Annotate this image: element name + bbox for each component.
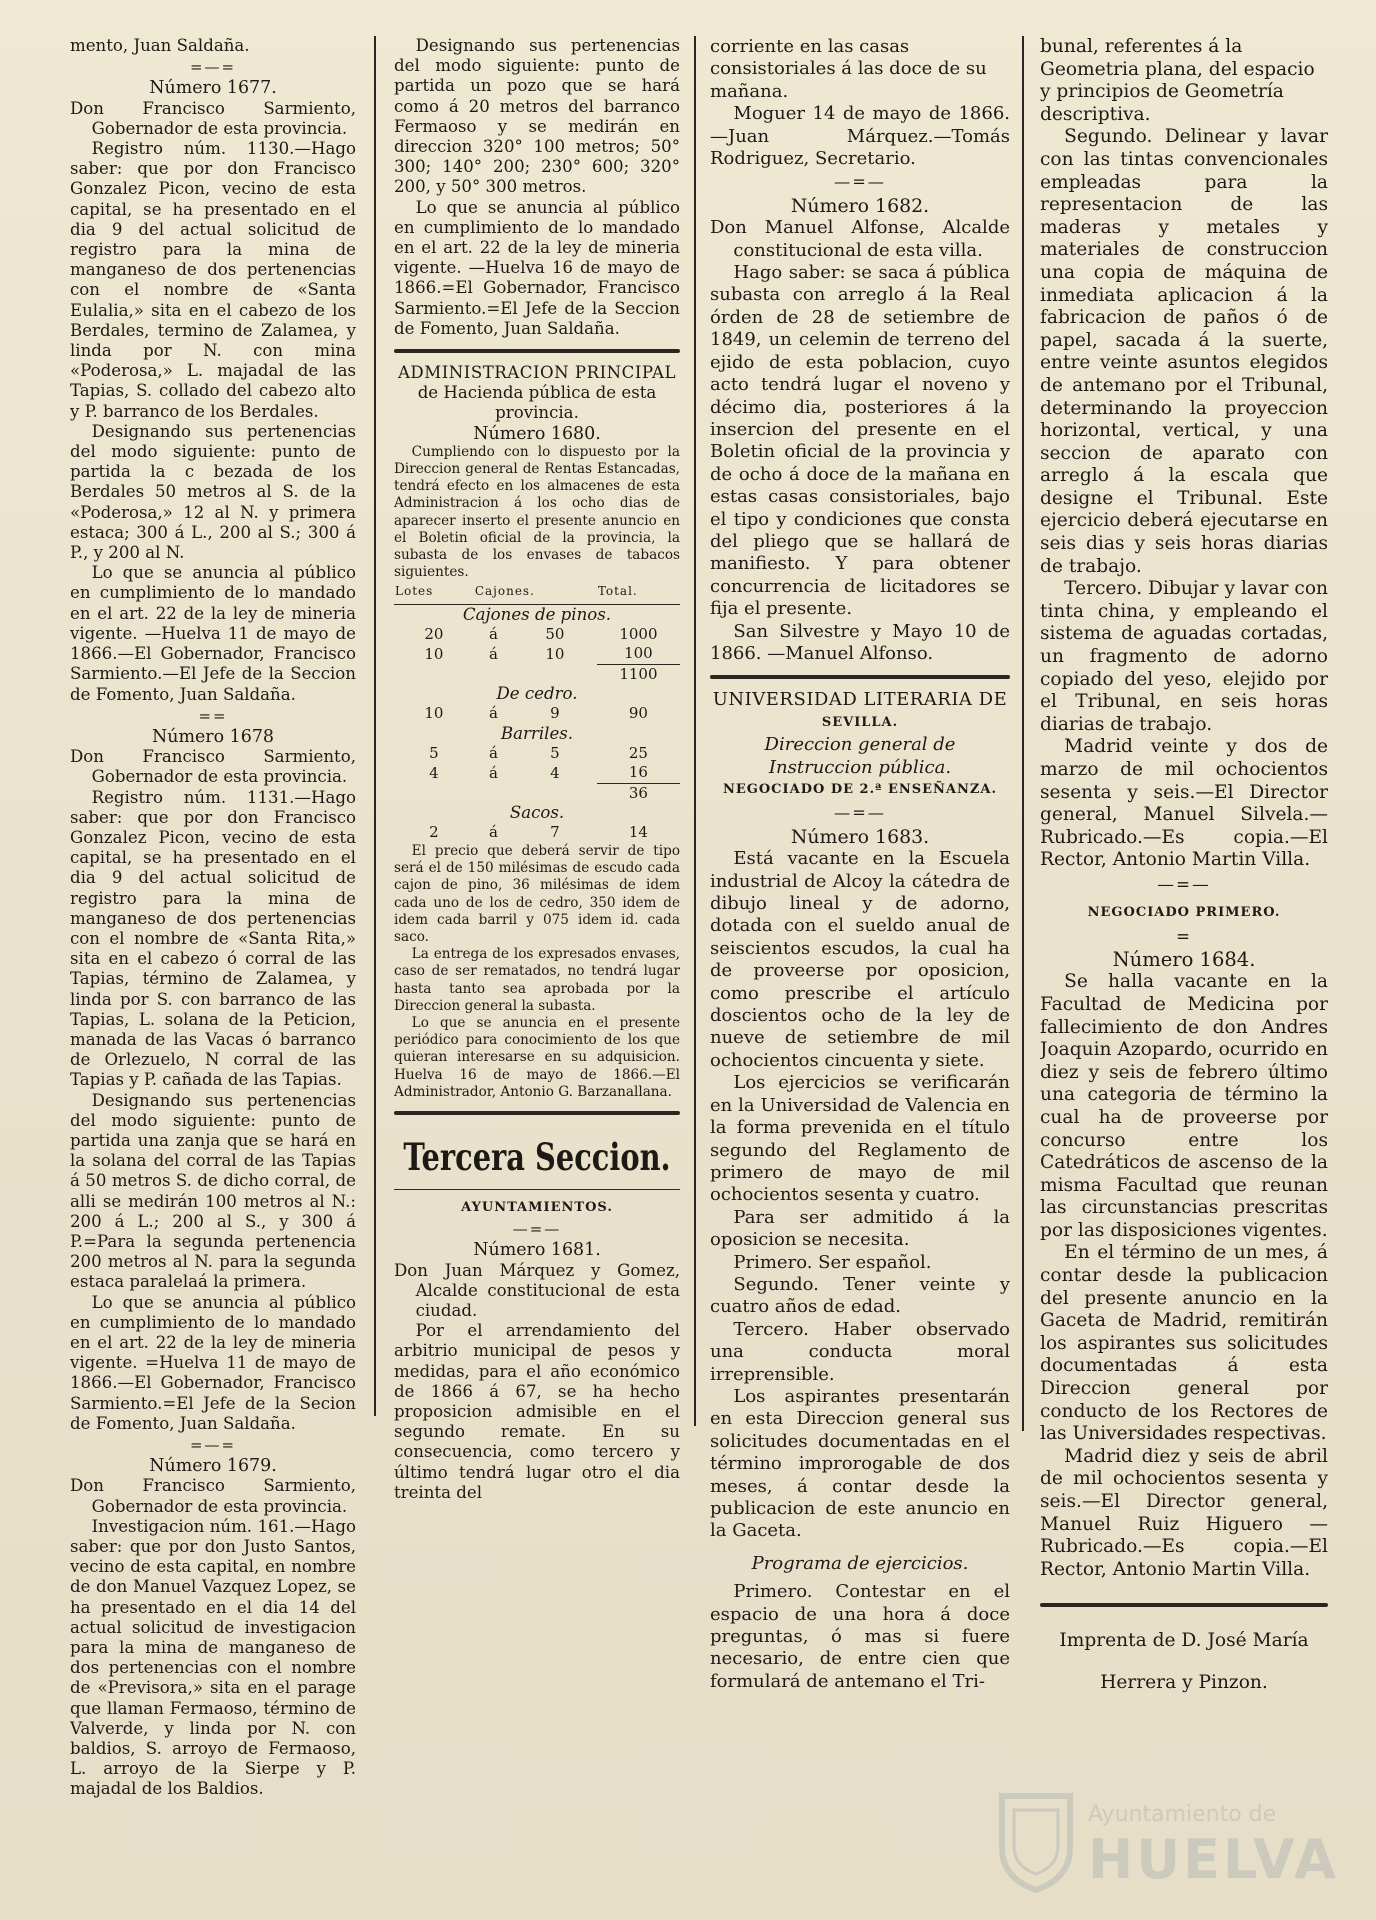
paragraph: Lo que se anuncia al público en cumplimiento de lo mandado en el art. 22 de la ley de mineria vigente. —Huelva 16 de mayo de 1866.=El Gobernador, Francisco Sarmiento.=El Jefe de la Seccion de Fomento, Juan Saldaña. (394, 197, 680, 338)
notice-1683 (710, 689, 1010, 1693)
paragraph: Segundo. Delinear y lavar con las tintas convencionales empleadas para la representacion de las maderas y metales y materiales de construccion una copia de máquina de inmediata aplicacion á la fabricacion de paños ó de papel, sacada á la suerte, entre veinte asuntos elegidos de antemano por el Tribunal, determinando la proyeccion horizontal, vertical, y una seccion de aparato con arreglo á la escala que designe el Tribunal. Este ejercicio deberá ejecutarse en seis dias y seis horas diarias de trabajo. (1040, 126, 1328, 577)
paragraph: Madrid veinte y dos de marzo de mil ochocientos sesenta y seis.—El Director general, Manuel Silvela.—Rubricado.—Es copia.—El Rector, Antonio Martin Villa. (1040, 736, 1328, 871)
table-cell: 10 (424, 644, 444, 663)
paragraph: Designando sus pertenencias del modo siguiente: punto de partida la c bezada de los Berdales 50 metros al S. de la «Poderosa,» 12 al N. y primera estaca; 300 á L., 200 al S.; 300 á P., y 200 al N. (70, 421, 356, 563)
section-divider (394, 349, 680, 353)
section-heading: ADMINISTRACION PRINCIPAL (397, 363, 677, 383)
paragraph: bunal, referentes á la Geometria plana, del espacio y principios de Geometría descriptiva. (1040, 36, 1315, 125)
paragraph: Primero. Contestar en el espacio de una hora á doce preguntas, ó mas si fuere necesario, de entre cien que formulará de antemano el Tri- (710, 1581, 1010, 1692)
table-category: De cedro. (496, 684, 578, 704)
table-cell: á (488, 704, 498, 723)
separator: = (1175, 926, 1193, 947)
paragraph: Madrid diez y seis de abril de mil ochocientos sesenta y seis.—El Director general, Manuel Ruiz Higuero —Rubricado.—Es copia.—El Rector, Antonio Martin Villa. (1040, 1445, 1328, 1580)
table-header: Lotes (394, 581, 474, 604)
separator: —=— (512, 1220, 562, 1239)
negociado-name: NEGOCIADO DE 2.ª ENSEÑANZA. (722, 782, 998, 797)
table-row (394, 644, 680, 664)
notice-body (710, 848, 1010, 1543)
table-cell: 16 (628, 763, 648, 782)
section-subtitle: AYUNTAMIENTOS. (461, 1200, 613, 1216)
notice-number: Número 1684. (1112, 947, 1256, 971)
table-cell: á (488, 763, 498, 782)
table-cell: 90 (628, 704, 648, 723)
table-cell: á (488, 823, 498, 842)
city-name: SEVILLA. (821, 714, 899, 730)
paragraph: Designando sus pertenencias del modo siguiente: punto de partida un pozo que se hará como á 20 metros del barranco Fermaoso y se medirán en direccion 320° 100 metros; 50° 300; 140° 200; 230° 600; 320° 200, y 50° 300 metros. (394, 36, 680, 197)
table-cell: 10 (545, 644, 565, 663)
table-category: Sacos. (509, 803, 565, 823)
paragraph: Para ser admitido á la oposicion se necesita. (710, 1206, 1010, 1251)
table-header: Cajones. (474, 581, 597, 604)
paragraph: Está vacante en la Escuela industrial de Alcoy la cátedra de dibujo lineal y de adorno, dotada con el sueldo anual de seiscientos escudos, la cual ha de proveerse por oposicion, como prescribe el artículo doscientos ocho de la ley de nueve de setiembre de mil ochocientos cincuenta y siete. (710, 848, 1010, 1071)
paragraph: mento, Juan Saldaña. (70, 36, 250, 55)
notice-1679-continued (394, 36, 680, 339)
paragraph: Moguer 14 de mayo de 1866. —Juan Márquez.—Tomás Rodriguez, Secretario. (710, 103, 1010, 170)
column-2 (394, 36, 680, 1894)
paragraph: Lo que se anuncia en el presente periódico para conocimiento de los que quieran interesarse en su adquisicion. Huelva 16 de mayo de 1866.—El Administrador, Antonio G. Barzanallana. (394, 1015, 680, 1100)
section-divider (710, 675, 1010, 679)
table-cell: á (488, 743, 498, 762)
paragraph: Tercero. Haber observado una conducta moral irreprensible. (710, 1318, 1010, 1385)
title-underline (394, 1189, 680, 1190)
paragraph: En el término de un mes, á contar desde la publicacion del presente anuncio en la Gaceta de Madrid, remitirán los aspirantes sus solicitudes documentadas á esta Direccion general por conducto de los Rectores de las Universidades respectivas. (1040, 1242, 1328, 1445)
notice-number: Número 1678 (152, 726, 274, 747)
notice-1684 (1040, 925, 1328, 1581)
paragraph: corriente en las casas consistoriales á las doce de su mañana. (710, 36, 987, 102)
paragraph: Don Manuel Alfonse, Alcalde constitucional de esta villa. (710, 217, 1010, 261)
table-cell: 5 (550, 743, 560, 762)
notice-number: Número 1681. (473, 1240, 601, 1261)
imprint-line: Imprenta de D. José María (1059, 1630, 1309, 1652)
table-cell: 2 (429, 823, 439, 842)
paragraph: Por el arrendamiento del arbitrio municipal de pesos y medidas, para el año económico de 1866 á 67, se ha hecho proposicion admisible en el segundo remate. En su consecuencia, como tercero y último tendrá lugar otro el dia treinta del (394, 1321, 680, 1502)
table-subtotal: 1100 (597, 664, 680, 684)
paragraph: Hago saber: se saca á pública subasta con arreglo á la Real órden de 28 de setiembre de 1849, un celemin de terreno del ejido de esta poblacion, cuyo acto tendrá lugar el noveno y décimo dia, posteriores á la insercion del presente en el Boletin oficial de la provincia y de ocho á doce de la mañana en estas casas consistoriales, bajo el tipo y condiciones que consta del pliego que se hallará de manifiesto. Y para obtener concurrencia de licitadores se fija el presente. (710, 262, 1010, 620)
paragraph: Segundo. Tener veinte y cuatro años de edad. (710, 1273, 1010, 1318)
section-divider (1040, 1603, 1328, 1607)
separator: —=— (834, 803, 886, 823)
archive-watermark (996, 1782, 1339, 1902)
notice-number: Número 1680. (473, 423, 601, 444)
section-heading: UNIVERSIDAD LITERARIA DE (712, 689, 1008, 711)
table-cell: 7 (550, 823, 560, 842)
table-header: Total. (597, 581, 680, 604)
table-subtotal: 36 (597, 783, 680, 803)
paragraph: Los aspirantes presentarán en esta Direccion general sus solicitudes documentadas en el término improrogable de dos meses, á contar desde la publicacion de este anuncio en la Gaceta. (710, 1385, 1010, 1542)
notice-1680 (394, 363, 680, 1101)
section-divider (394, 1111, 680, 1115)
paragraph: Don Francisco Sarmiento, Gobernador de esta provincia. (70, 98, 356, 138)
paragraph: Designando sus pertenencias del modo siguiente: punto de partida una zanja que se hará en la solana del corral de las Tapias á 50 metros S. de dicho corral, de alli se medirán 100 metros al N.: 200 á L.; 200 al S., y 300 á P.=Para la segunda pertenencia 200 metros al N. para la segunda estaca paralelaá la primera. (70, 1090, 356, 1292)
shield-icon (996, 1790, 1076, 1894)
table-row (394, 744, 680, 764)
separator: —=— (1157, 873, 1211, 894)
separator: =—= (190, 58, 236, 77)
table-cell: á (488, 644, 498, 663)
table-cell: 5 (429, 743, 439, 762)
lots-table (394, 581, 680, 843)
paragraph: Los ejercicios se verificarán en la Universidad de Valencia en la forma prevenida en el título segundo del Reglamento de primero de mayo de mil ochocientos sesenta y cuatro. (710, 1072, 1010, 1206)
notice-conditions (394, 843, 680, 1101)
table-cell: 20 (424, 624, 444, 643)
column-rule (374, 36, 376, 1416)
column-3 (710, 36, 1010, 1894)
table-cell: 50 (545, 624, 565, 643)
paragraph: El precio que deberá servir de tipo será el de 150 milésimas de escudo cada cajon de pino, 36 milésimas de idem cada uno de los de cedro, 350 idem de idem cada barril y 075 idem id. cada saco. (394, 842, 680, 945)
table-cell: 9 (550, 704, 560, 723)
watermark-title: HUELVA (1088, 1828, 1339, 1891)
section-title: Tercera Seccion. (403, 1135, 671, 1180)
paragraph: Registro núm. 1131.—Hago saber: que por don Francisco Gonzalez Picon, vecino de esta capital, se ha presentado en el dia 9 del actual solicitud de registro para la mina de manganeso de dos pertenencias con el nombre de «Santa Rita,» sita en el cabezo ó corral de las Tapias, término de Zalamea, y linda por S. con barranco de las Tapias, L. solana de la Peticion, manada de las Vacas ó barranco de Orlezuelo, N corral de las Tapias y P. cañada de las Tapias. (70, 787, 356, 1090)
paragraph: Don Francisco Sarmiento, Gobernador de esta provincia. (70, 747, 356, 787)
table-cell: 14 (628, 823, 648, 842)
paragraph: Primero. Ser español. (733, 1251, 932, 1273)
notice-authority: Don Juan Márquez y Gomez, Alcalde constitucional de esta ciudad. (394, 1260, 680, 1321)
paragraph: Tercero. Dibujar y lavar con tinta china, y empleando el sistema de aguadas cortadas, un fragmento de adorno copiado del yeso, elejido por el Tribunal, en seis horas diarias de trabajo. (1040, 578, 1328, 735)
section-subheading: de Hacienda pública de esta provincia. (417, 383, 657, 423)
table-cell: 4 (429, 763, 439, 782)
table-cell: á (488, 624, 498, 643)
table-cell: 10 (424, 704, 444, 723)
notice-intro: Cumpliendo con lo dispuesto por la Direccion general de Rentas Estancadas, tendrá efecto en los almacenes de esta Administracion á los ocho dias de aparecer inserto el presente anuncio en el Boletin oficial de la provincia, la subasta de los envases de tabacos siguientes. (394, 443, 680, 581)
paragraph: Registro núm. 1130.—Hago saber: que por don Francisco Gonzalez Picon, vecino de esta capital, se ha presentado en el dia 9 del actual solicitud de registro para la mina de manganeso de dos pertenencias con el nombre de «Santa Eulalia,» sita en el cabezo de los Berdales, termino de Zalamea, y linda por N. con mina «Poderosa,» L. majadal de las Tapias, S. collado del cabezo alto y P. barranco de los Berdales. (70, 139, 356, 421)
paragraph: Investigacion núm. 161.—Hago saber: que por don Justo Santos, vecino de esta capital, en nombre de don Manuel Vazquez Lopez, se ha presentado en el dia 14 del actual solicitud de investigacion para la mina de manganeso de dos pertenencias con el nombre de «Previsora,» sita en el parage que llaman Fermaoso, término de Valverde, y linda por N. con baldios, S. arroyo de Fermaoso, L. arroyo de la Sierpe y P. majadal de los Baldios. (70, 1516, 356, 1799)
table-category: Cajones de pinos. (462, 604, 612, 624)
notice-1683-continued (1040, 36, 1328, 896)
table-cell: 1000 (619, 624, 658, 643)
table-cell: 4 (550, 763, 560, 782)
program-heading: Programa de ejercicios. (751, 1552, 969, 1574)
paragraph: Lo que se anuncia al público en cumplimiento de lo mandado en el art. 22 de la ley de mineria vigente. —Huelva 11 de mayo de 1866.—El Gobernador, Francisco Sarmiento.—El Jefe de la Seccion de Fomento, Juan Saldaña. (70, 563, 356, 704)
notices-1681-1682 (710, 36, 1010, 665)
separator: =—= (190, 1436, 236, 1455)
notice-number: Número 1682. (790, 194, 930, 217)
notice-number: Número 1683. (790, 825, 930, 848)
negociado-name: NEGOCIADO PRIMERO. (1087, 904, 1281, 920)
separator: —=— (834, 172, 886, 192)
table-row (394, 763, 680, 783)
table-row (394, 823, 680, 843)
paragraph: Se halla vacante en la Facultad de Medicina por fallecimiento de don Andres Joaquin Azopardo, ocurrido en diez y seis de febrero último una categoria de término la cual ha de proveerse por concurso entre los Catedráticos de ascenso de la misma Facultad que reunan las circunstancias prescritas por las disposiciones vigentes. (1040, 971, 1328, 1241)
table-cell: 100 (624, 644, 653, 663)
column-rule (694, 36, 696, 1426)
direction-name: Direccion general de Instruccion pública. (764, 734, 956, 778)
column-rule (1022, 36, 1024, 1431)
paragraph: La entrega de los expresados envases, caso de ser rematados, no tendrá lugar hasta tanto sea aprobada por la Direccion general la subasta. (394, 946, 680, 1014)
imprint-line: Herrera y Pinzon. (1100, 1672, 1268, 1694)
watermark-line: Ayuntamiento de (1088, 1802, 1277, 1827)
table-row (394, 625, 680, 645)
table-row (394, 704, 680, 724)
paragraph: San Silvestre y Mayo 10 de 1866. —Manuel Alfonso. (710, 620, 1010, 664)
paragraph: Lo que se anuncia al público en cumplimiento de lo mandado en el art. 22 de la ley de mineria vigente. =Huelva 11 de mayo de 1866.—El Gobernador, Francisco Sarmiento.=El Jefe de la Secion de Fomento, Juan Saldaña. (70, 1292, 356, 1433)
notice-number: Número 1677. (149, 78, 277, 99)
paragraph: Don Francisco Sarmiento, Gobernador de esta provincia. (70, 1476, 356, 1516)
column-1 (70, 36, 356, 1894)
notice-number: Número 1679. (149, 1456, 277, 1477)
column-4 (1040, 36, 1328, 1894)
table-category: Barriles. (500, 723, 574, 743)
table-cell: 25 (628, 743, 648, 762)
separator: == (198, 706, 228, 725)
